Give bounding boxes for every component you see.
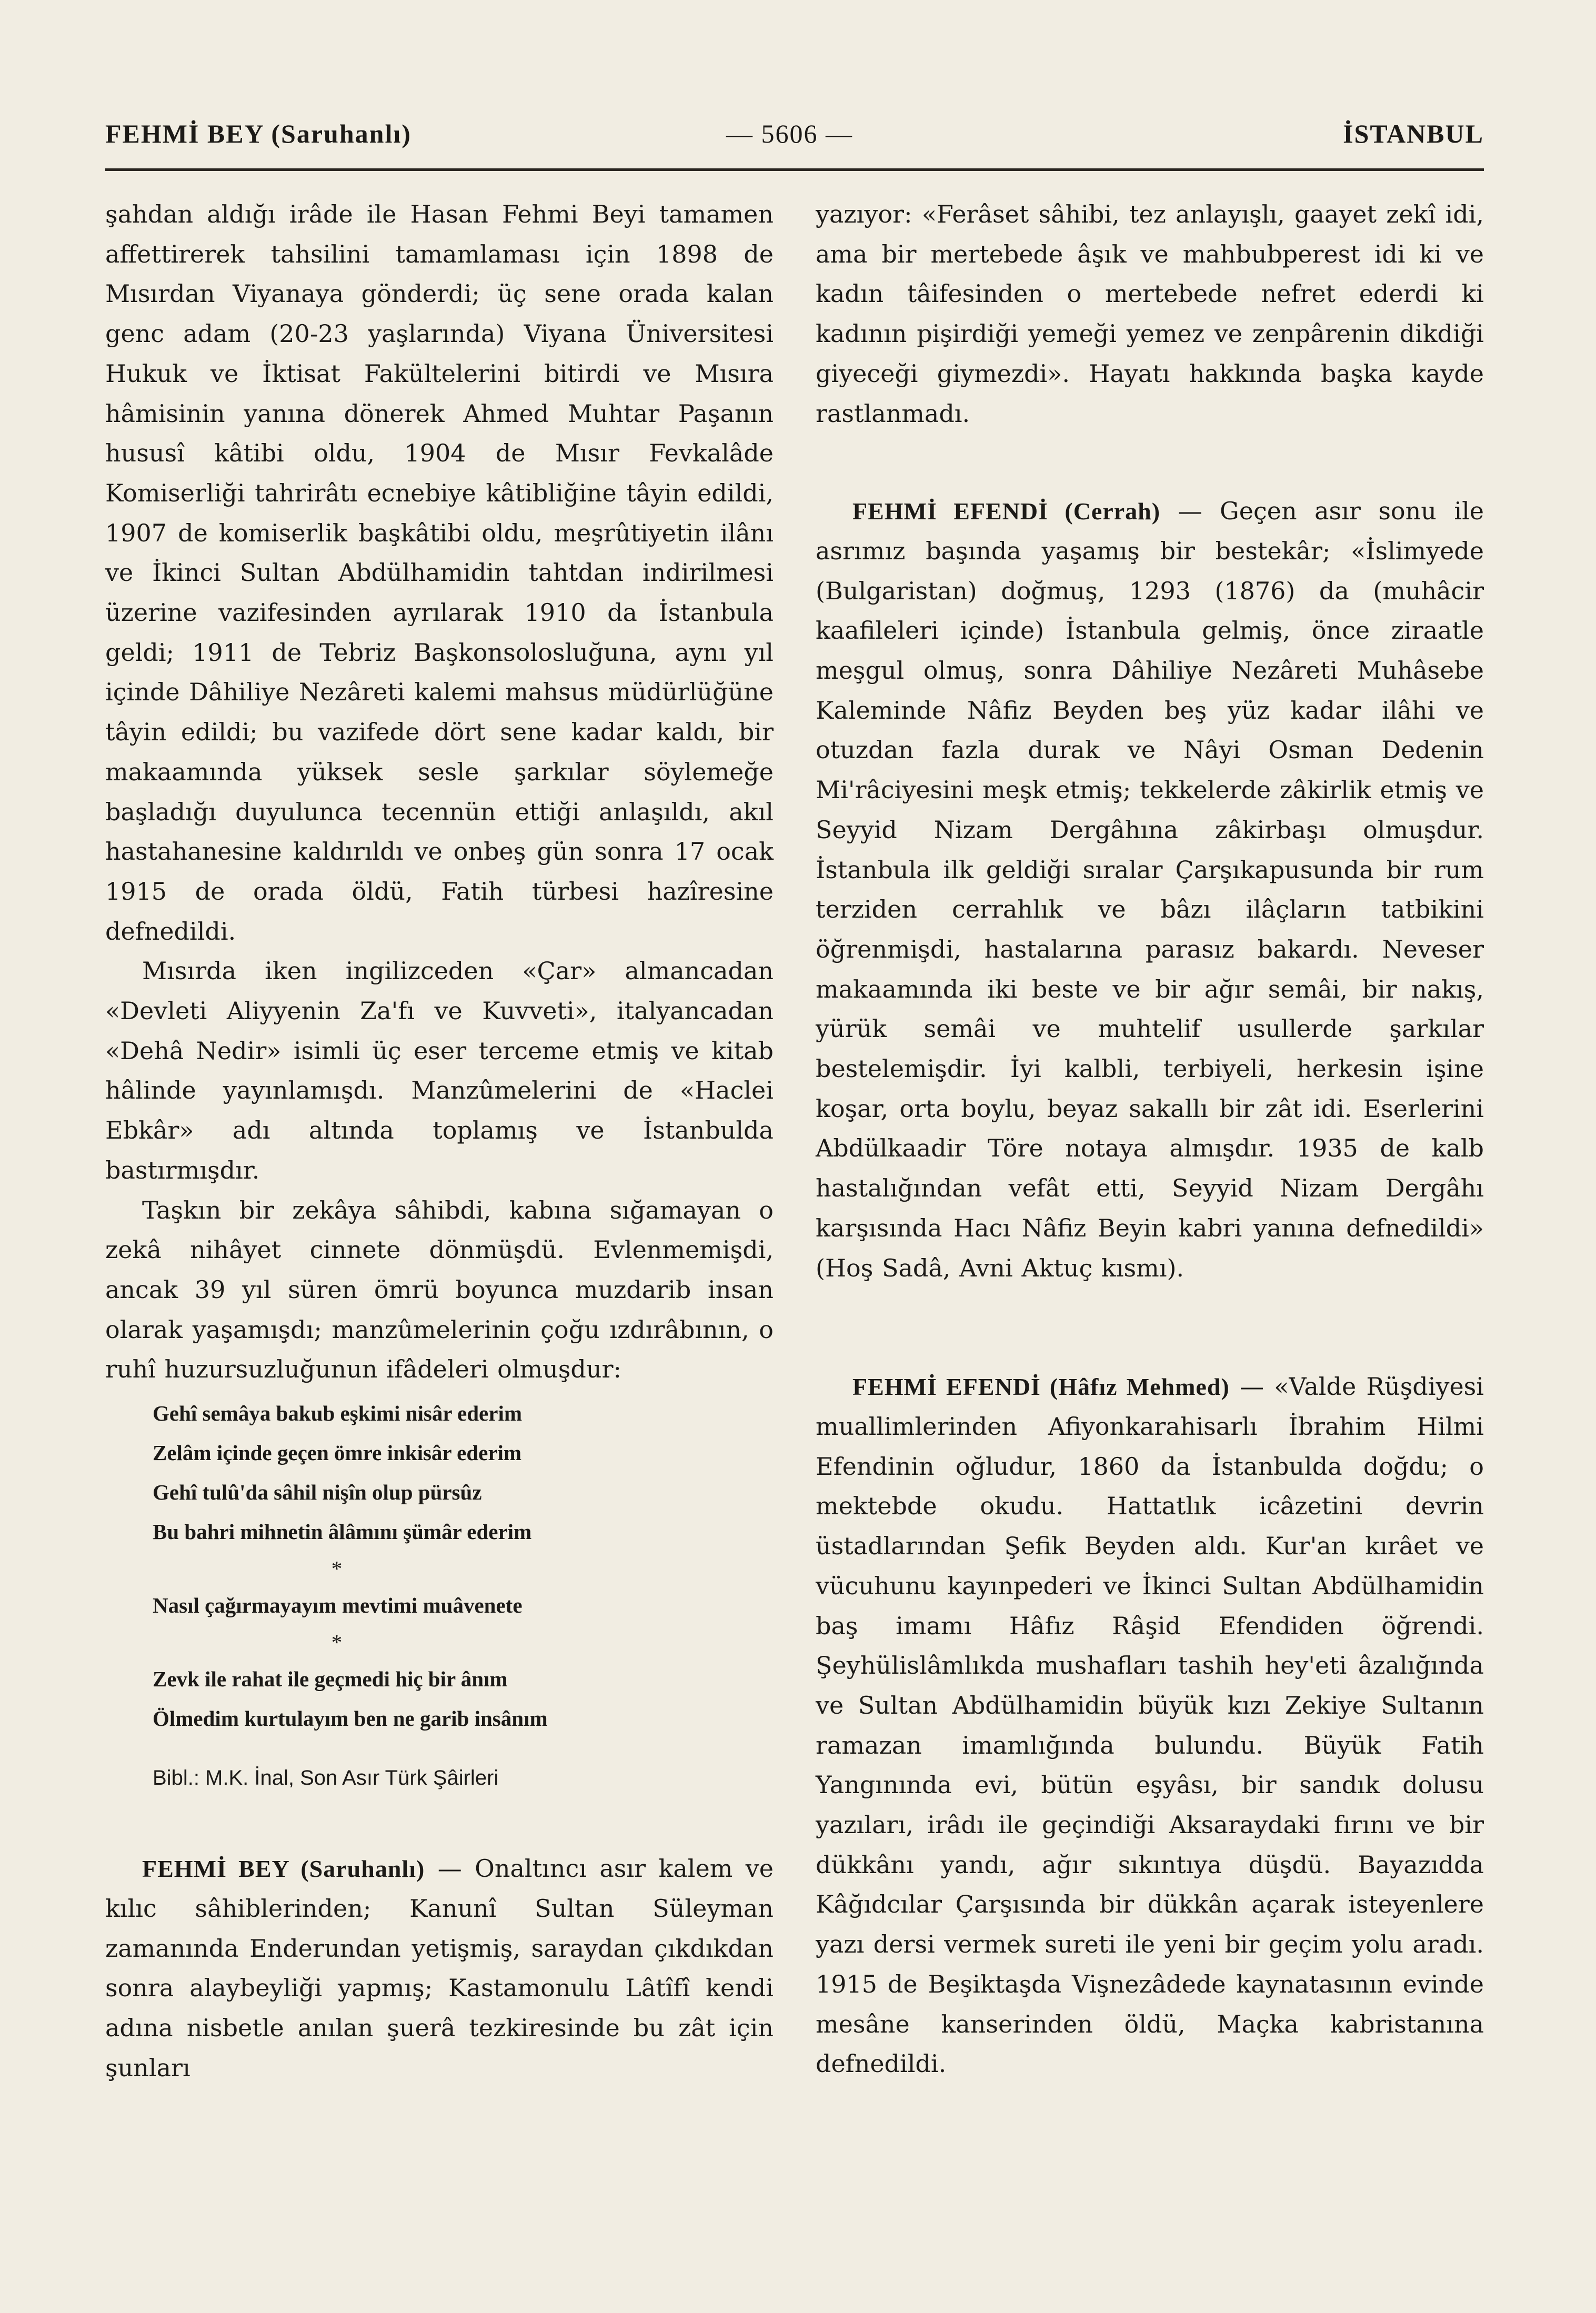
header-entry-name: FEHMİ BEY (Saruhanlı) [105, 119, 411, 148]
poem-line: Zelâm içinde geçen ömre inkisâr ederim [153, 1441, 522, 1465]
paragraph: Taşkın bir zekâya sâhibdi, kabına sığamayan o zekâ nihâyet cinnete dönmüşdü. Evlenmemişdi, ancak 39 yıl süren ömrü boyunca muzdarib insan olarak yaşamışdı; manzûmelerinin çoğu ızdırâbının, o ruhî huzursuzluğunun ifâdeleri olmuşdur: [105, 1195, 774, 1384]
spacer [816, 434, 1484, 491]
header-city: İSTANBUL [1343, 119, 1484, 148]
entry-title: FEHMİ BEY (Saruhanlı) [142, 1855, 425, 1883]
entry-paragraph [105, 1849, 774, 2088]
poem-separator: * [331, 1556, 343, 1581]
entry-text: — Onaltıncı asır kalem ve kılıc sâhiblerinden; Kanunî Sultan Süleyman zamanında Enderundan yetişmiş, saraydan çıkdıkdan sonra alaybeyliği yapmış; Kastamonulu Lâtîfî kendi adına nisbetle anılan şuerâ tezkiresinde bu zât için şunları [105, 1854, 774, 2082]
header-rule [105, 168, 1484, 171]
poem-line: Nasıl çağırmayayım mevtimi muâvenete [153, 1593, 523, 1618]
poem-line: Gehî tulû'da sâhil nişîn olup pürsûz [153, 1480, 482, 1505]
spacer [105, 1796, 774, 1849]
paragraph: Mısırda iken ingilizceden «Çar» almancadan «Devleti Aliyyenin Za'fı ve Kuvveti», italyancadan «Dehâ Nedir» isimli üç eser terceme etmiş ve kitab hâlinde yayınlamışdı. Manzûmelerini de «Haclei Ebkâr» adı altında toplamış ve İstanbulda bastırmışdır. [105, 957, 774, 1184]
entry-text: — Geçen asır sonu ile asrımız başında yaşamış bir bestekâr; «İslimyede (Bulgaristan) doğmuş, 1293 (1876) da (muhâcir kaafileleri içinde) İstanbula gelmiş, önce ziraatle meşgul olmuş, sonra Dâhiliye Nezâreti Muhâsebe Kaleminde Nâfiz Beyden beş yüz kadar ilâhi ve otuzdan fazla durak ve Nâyi Osman Dedenin Mi'râciyesini meşk etmiş; tekkelerde zâkirlik etmiş ve Seyyid Nizam Dergâhına zâkirbaşı olmuşdur. İstanbula ilk geldiği sıralar Çarşıkapusunda bir rum terziden cerrahlık ve bâzı ilâçların tatbikini öğrenmişdi, hastalarına parasız bakardı. Neveser makaamında iki beste ve bir ağır semâi, bir nakış, yürük semâi ve muhtelif usullerde şarkılar bestelemişdir. İyi kalbli, terbiyeli, herkesin işine koşar, orta boylu, beyaz sakallı bir zât idi. Eserlerini Abdülkaadir Töre notaya almışdır. 1935 de kalb hastalığından vefât etti, Seyyid Nizam Dergâhı karşısında Hacı Nâfiz Beyin kabri yanına defnedildi» (Hoş Sadâ, Avni Aktuç kısmı). [816, 497, 1484, 1282]
poem-line: Gehî semâya bakub eşkimi nisâr ederim [153, 1401, 522, 1426]
paragraph: yazıyor: «Ferâset sâhibi, tez anlayışlı, gaayet zekî idi, ama bir mertebede âşık ve mahbubperest idi ki ve kadın tâifesinden o mertebede nefret ederdi ki kadının pişirdiği yemeği yemez ve zenpârenin dikdiği giyeceği giymezdi». Hayatı hakkında başka kayde rastlanmadı. [816, 200, 1484, 428]
right-column [816, 195, 1484, 2084]
poem-separator: * [331, 1630, 343, 1655]
left-column [105, 195, 774, 2088]
entry-title: FEHMİ EFENDİ (Cerrah) [852, 498, 1161, 525]
paragraph: şahdan aldığı irâde ile Hasan Fehmi Beyi tamamen affettirerek tahsilini tamamlaması için 1898 de Mısırdan Viyanaya gönderdi; üç sene orada kalan genc adam (20-23 yaşlarında) Viyana Üniversitesi Hukuk ve İktisat Fakültelerini bitirdi ve Mısıra hâmisinin yanına dönerek Ahmed Muhtar Paşanın hususî kâtibi oldu, 1904 de Mısır Fevkalâde Komiserliği tahrirâtı ecnebiye kâtibliğine tâyin edildi, 1907 de komiserlik başkâtibi oldu, meşrûtiyetin ilânı ve İkinci Sultan Abdülhamidin tahtdan indirilmesi üzerine vazifesinden ayrılarak 1910 da İstanbula geldi; 1911 de Tebriz Başkonsolosluğuna, aynı yıl içinde Dâhiliye Nezâreti kalemi mahsus müdürlüğüne tâyin edildi; bu vazifede dört sene kadar kaldı, bir makaamında yüksek sesle şarkılar söylemeğe başladığı duyulunca tecennün ettiği anlaşıldı, akıl hastahanesine kaldırıldı ve onbeş gün sonra 17 ocak 1915 de orada öldü, Fatih türbesi hazîresine defnedildi. [105, 200, 774, 946]
poem-line: Ölmedim kurtulayım ben ne garib insânım [153, 1706, 548, 1731]
page-number: — 5606 — [726, 119, 853, 148]
bibliography: Bibl.: M.K. İnal, Son Asır Türk Şâirleri [153, 1766, 499, 1790]
entry-paragraph [816, 491, 1484, 1288]
poem-line: Zevk ile rahat ile geçmedi hiç bir ânım [153, 1667, 508, 1692]
spacer [816, 1288, 1484, 1367]
poem-line: Bu bahri mihnetin âlâmını şümâr ederim [153, 1520, 532, 1544]
entry-text: — «Valde Rüşdiyesi muallimlerinden Afiyonkarahisarlı İbrahim Hilmi Efendinin oğludur, 1860 da İstanbulda doğdu; o mektebde okudu. Hattatlık icâzetini devrin üstadlarından Şefik Beyden aldı. Kur'an kırâet ve vücuhunu kayınpederi ve İkinci Sultan Abdülhamidin baş imamı Hâfız Râşid Efendiden öğrendi. Şeyhülislâmlıkda mushafları tashih hey'eti âzalığında ve Sultan Abdülhamidin büyük kızı Zekiye Sultanın ramazan imamlığında bulundu. Büyük Fatih Yangınında evi, bütün eşyâsı, bir sandık dolusu yazıları, irâdı ile geçindiği Aksaraydaki fırını ve bir dükkânı yandı, ağır sıkıntıya düşdü. Bayazıdda Kâğıdcılar Çarşısında bir dükkân açarak isteyenlere yazı dersi vermek sureti ile yeni bir geçim yolu aradı. 1915 de Beşiktaşda Vişnezâdede kaynatasının evinde mesâne kanserinden öldü, Maçka kabristanına defnedildi. [816, 1372, 1484, 2078]
entry-paragraph [816, 1367, 1484, 2084]
running-header [105, 118, 1484, 160]
poem-block [153, 1394, 774, 1738]
entry-title: FEHMİ EFENDİ (Hâfız Mehmed) [852, 1373, 1230, 1401]
